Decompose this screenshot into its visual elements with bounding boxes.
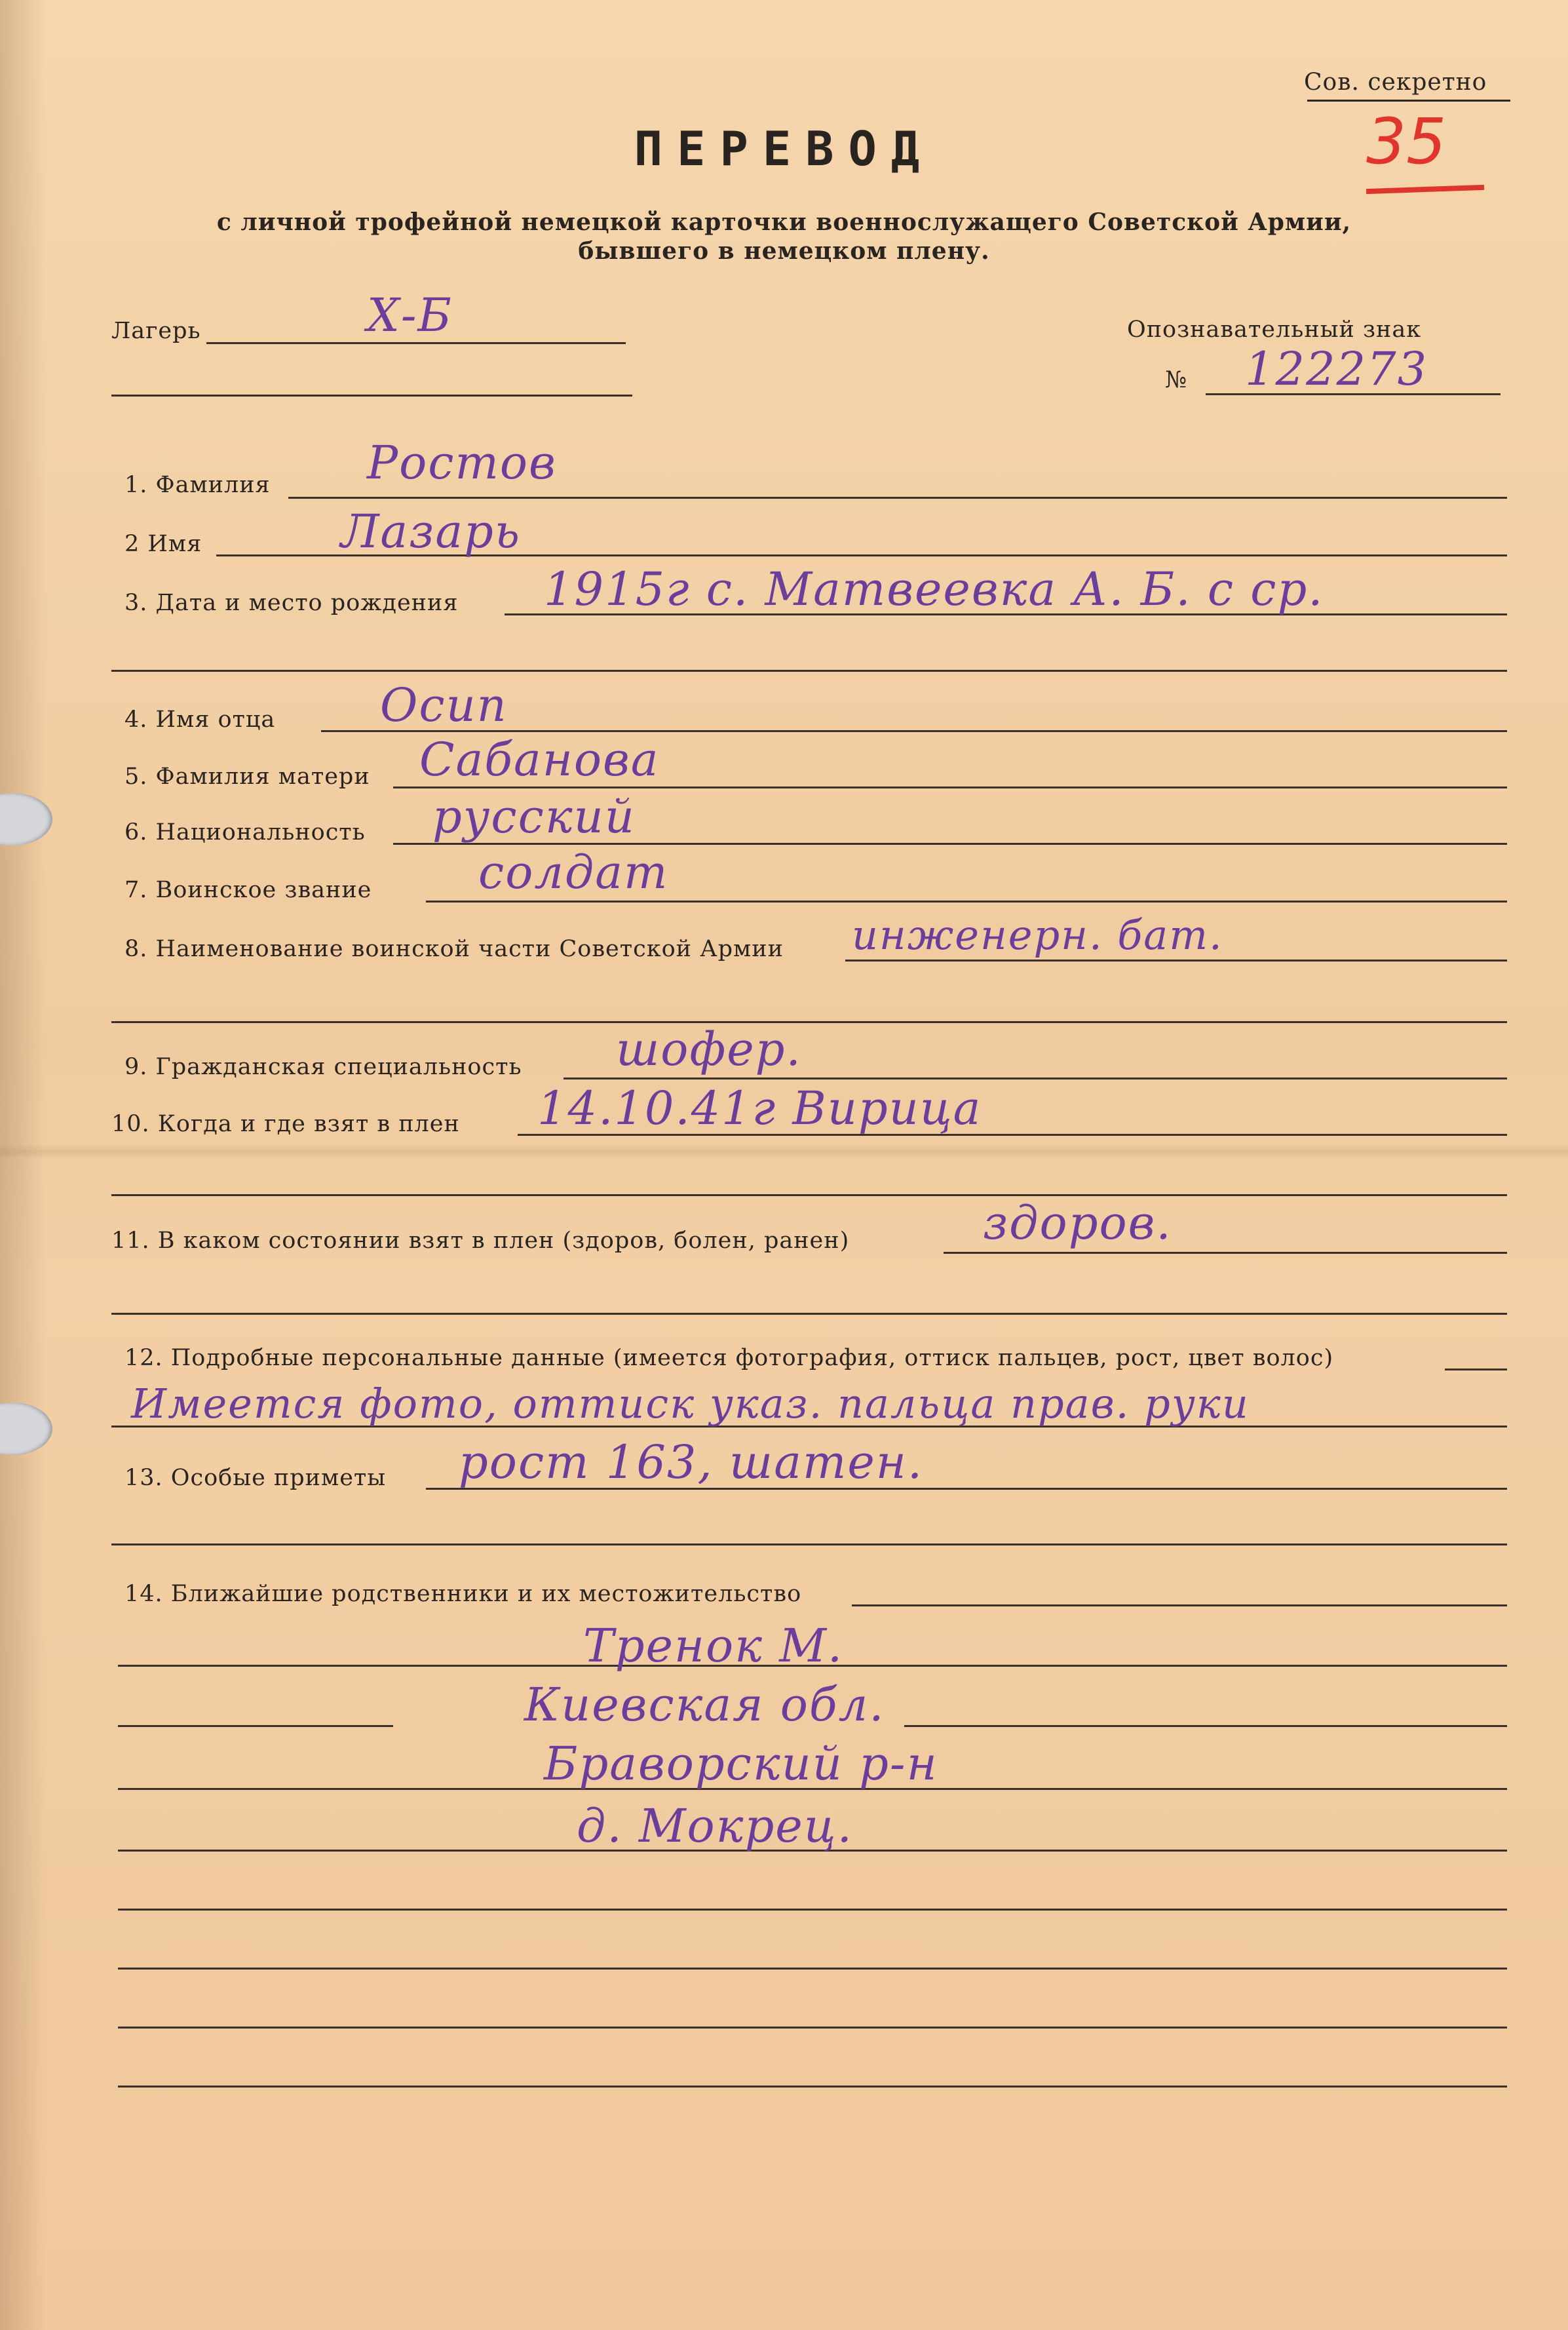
ruled-line-2a — [118, 1725, 393, 1727]
paper-fold — [0, 1144, 1568, 1159]
field-9-value: шофер. — [616, 1022, 802, 1076]
field-4-label: 4. Имя отца — [124, 707, 276, 733]
camp-line — [206, 342, 626, 344]
relatives-line-4: д. Мокрец. — [577, 1799, 853, 1853]
field-14-label: 14. Ближайшие родственники и их местожительство — [124, 1581, 802, 1607]
stamp-number: 35 — [1366, 105, 1447, 178]
field-11-line — [944, 1252, 1507, 1254]
field-12-line — [1445, 1369, 1507, 1370]
camp-value: Х-Б — [367, 288, 453, 342]
document-title: ПЕРЕВОД — [634, 121, 934, 176]
field-12-label: 12. Подробные персональные данные (имеется фотография, оттиск пальцев, рост, цвет волос) — [124, 1345, 1334, 1371]
relatives-line-2: Киевская обл. — [524, 1678, 885, 1732]
field-12-value: Имеется фото, оттиск указ. пальца прав. руки — [131, 1380, 1250, 1427]
field-1-value: Ростов — [367, 436, 557, 490]
field-3-value: 1915г с. Матвеевка А. Б. с ср. — [544, 562, 1324, 616]
field-7-label: 7. Воинское звание — [124, 877, 372, 903]
field-7-line — [426, 901, 1507, 903]
id-mark-value: 122273 — [1245, 342, 1428, 396]
camp-line-2 — [111, 395, 632, 397]
classification-underline — [1307, 100, 1510, 102]
field-3-label: 3. Дата и место рождения — [124, 590, 459, 616]
field-2-value: Лазарь — [341, 505, 521, 558]
ruled-line-2b — [904, 1725, 1507, 1727]
field-5-value: Сабанова — [419, 733, 660, 786]
document-subtitle-line2: бывшего в немецком плену. — [578, 237, 990, 265]
field-10-value: 14.10.41г Вирица — [537, 1081, 982, 1135]
relatives-line-3: Браворский р-н — [544, 1737, 938, 1791]
field-10-line-2 — [111, 1194, 1507, 1196]
field-8-label: 8. Наименование воинской части Советской Армии — [124, 936, 784, 962]
ruled-line-6 — [118, 1968, 1507, 1970]
paper-edge-shadow — [0, 0, 46, 2330]
id-number-sign: № — [1165, 367, 1188, 393]
field-13-line-2 — [111, 1544, 1507, 1545]
field-6-value: русский — [432, 790, 636, 844]
field-9-label: 9. Гражданская специальность — [124, 1054, 522, 1080]
field-3-line-2 — [111, 670, 1507, 672]
field-1-label: 1. Фамилия — [124, 472, 271, 498]
field-11-line-2 — [111, 1313, 1507, 1315]
field-11-label: 11. В каком состоянии взят в плен (здоров, болен, ранен) — [111, 1228, 850, 1254]
field-13-label: 13. Особые приметы — [124, 1465, 387, 1491]
ruled-line-7 — [118, 2027, 1507, 2029]
field-13-value: рост 163, шатен. — [459, 1435, 924, 1489]
classification-label: Сов. секретно — [1304, 69, 1487, 96]
field-5-label: 5. Фамилия матери — [124, 764, 370, 790]
id-mark-label: Опознавательный знак — [1127, 317, 1422, 343]
field-8-value: инженерн. бат. — [852, 911, 1223, 959]
ruled-line-5 — [118, 1909, 1507, 1911]
field-8-line-2 — [111, 1021, 1507, 1023]
relatives-line-1: Тренок М. — [583, 1619, 844, 1673]
field-10-label: 10. Когда и где взят в плен — [111, 1111, 460, 1137]
field-7-value: солдат — [478, 845, 669, 899]
field-6-label: 6. Национальность — [124, 819, 366, 845]
field-5-line — [393, 786, 1507, 788]
ruled-line-8 — [118, 2086, 1507, 2087]
document-subtitle-line1: с личной трофейной немецкой карточки военнослужащего Советской Армии, — [216, 208, 1352, 236]
field-4-value: Осип — [380, 678, 508, 732]
field-8-line — [845, 960, 1507, 961]
field-1-line — [288, 497, 1507, 499]
field-9-line — [564, 1078, 1507, 1079]
camp-label: Лагерь — [111, 318, 201, 344]
field-14-line — [852, 1604, 1507, 1606]
field-2-label: 2 Имя — [124, 531, 202, 557]
field-11-value: здоров. — [983, 1196, 1172, 1250]
stamp-underline — [1366, 185, 1484, 194]
